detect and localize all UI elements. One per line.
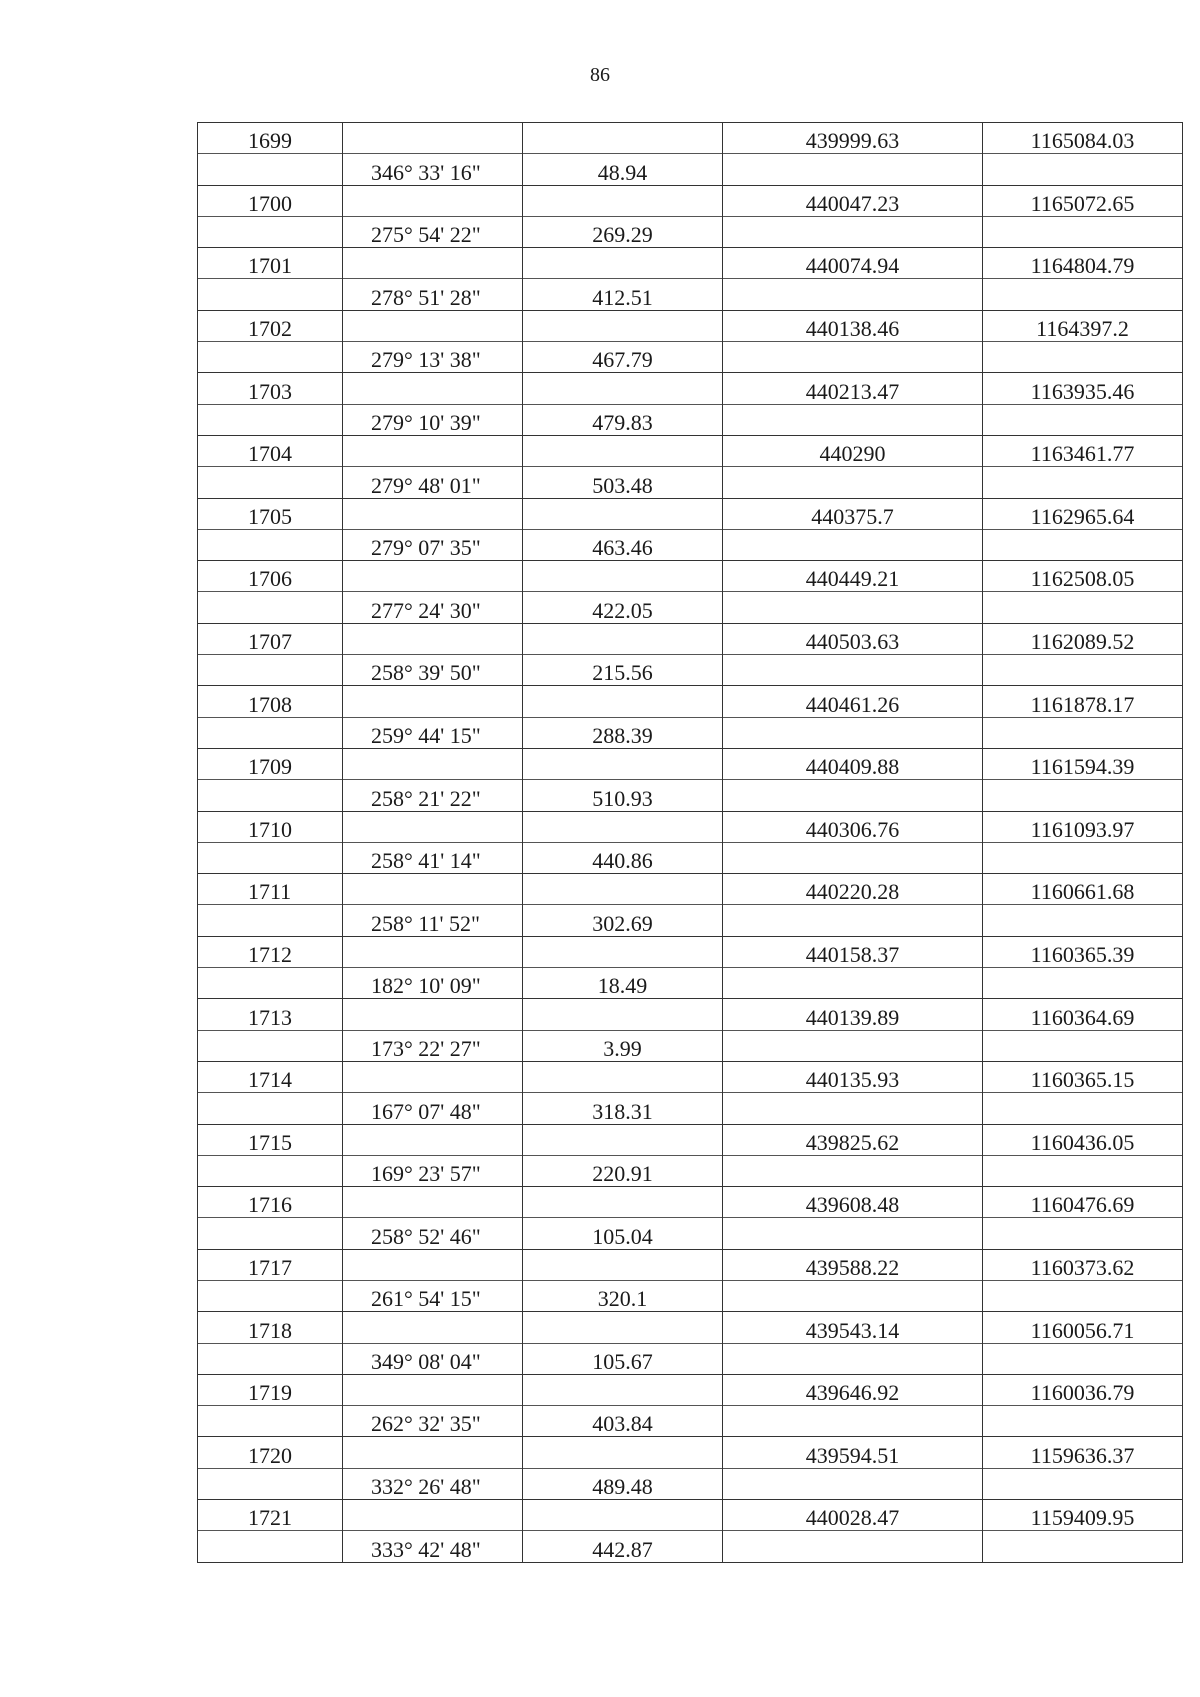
y-coordinate-cell: 1165072.65 bbox=[983, 185, 1183, 216]
empty-distance-cell bbox=[523, 936, 723, 967]
point-id-cell: 1715 bbox=[198, 1124, 343, 1155]
segment-row bbox=[198, 404, 1183, 435]
empty-x-cell bbox=[723, 780, 983, 811]
empty-y-cell bbox=[983, 342, 1183, 373]
distance-cell: 489.48 bbox=[523, 1468, 723, 1499]
point-id-cell: 1720 bbox=[198, 1437, 343, 1468]
empty-bearing-cell bbox=[343, 999, 523, 1030]
empty-distance-cell bbox=[523, 248, 723, 279]
x-coordinate-cell: 440074.94 bbox=[723, 248, 983, 279]
x-coordinate-cell: 439543.14 bbox=[723, 1312, 983, 1343]
x-coordinate-cell: 440047.23 bbox=[723, 185, 983, 216]
x-coordinate-cell: 440220.28 bbox=[723, 874, 983, 905]
bearing-cell: 258° 21' 22" bbox=[343, 780, 523, 811]
point-row bbox=[198, 874, 1183, 905]
bearing-cell: 173° 22' 27" bbox=[343, 1030, 523, 1061]
x-coordinate-cell: 440461.26 bbox=[723, 686, 983, 717]
point-row bbox=[198, 1437, 1183, 1468]
empty-point-cell bbox=[198, 1030, 343, 1061]
empty-bearing-cell bbox=[343, 498, 523, 529]
distance-cell: 3.99 bbox=[523, 1030, 723, 1061]
empty-x-cell bbox=[723, 1406, 983, 1437]
empty-distance-cell bbox=[523, 748, 723, 779]
empty-bearing-cell bbox=[343, 373, 523, 404]
y-coordinate-cell: 1160436.05 bbox=[983, 1124, 1183, 1155]
empty-x-cell bbox=[723, 1531, 983, 1562]
x-coordinate-cell: 440290 bbox=[723, 435, 983, 466]
empty-point-cell bbox=[198, 1280, 343, 1311]
distance-cell: 467.79 bbox=[523, 342, 723, 373]
point-id-cell: 1717 bbox=[198, 1249, 343, 1280]
segment-row bbox=[198, 717, 1183, 748]
segment-row bbox=[198, 154, 1183, 185]
empty-point-cell bbox=[198, 1155, 343, 1186]
empty-bearing-cell bbox=[343, 874, 523, 905]
empty-point-cell bbox=[198, 279, 343, 310]
empty-distance-cell bbox=[523, 874, 723, 905]
empty-point-cell bbox=[198, 1468, 343, 1499]
empty-x-cell bbox=[723, 467, 983, 498]
segment-row bbox=[198, 842, 1183, 873]
segment-row bbox=[198, 905, 1183, 936]
empty-distance-cell bbox=[523, 1437, 723, 1468]
x-coordinate-cell: 440135.93 bbox=[723, 1061, 983, 1092]
distance-cell: 440.86 bbox=[523, 842, 723, 873]
distance-cell: 503.48 bbox=[523, 467, 723, 498]
empty-x-cell bbox=[723, 1093, 983, 1124]
empty-y-cell bbox=[983, 655, 1183, 686]
empty-y-cell bbox=[983, 529, 1183, 560]
coordinates-table bbox=[197, 122, 1183, 1563]
distance-cell: 288.39 bbox=[523, 717, 723, 748]
empty-x-cell bbox=[723, 905, 983, 936]
empty-x-cell bbox=[723, 968, 983, 999]
empty-x-cell bbox=[723, 592, 983, 623]
empty-y-cell bbox=[983, 279, 1183, 310]
bearing-cell: 278° 51' 28" bbox=[343, 279, 523, 310]
empty-x-cell bbox=[723, 1468, 983, 1499]
point-id-cell: 1699 bbox=[198, 123, 343, 154]
bearing-cell: 332° 26' 48" bbox=[343, 1468, 523, 1499]
y-coordinate-cell: 1161594.39 bbox=[983, 748, 1183, 779]
empty-y-cell bbox=[983, 968, 1183, 999]
empty-x-cell bbox=[723, 154, 983, 185]
distance-cell: 320.1 bbox=[523, 1280, 723, 1311]
empty-point-cell bbox=[198, 404, 343, 435]
empty-distance-cell bbox=[523, 310, 723, 341]
empty-x-cell bbox=[723, 1218, 983, 1249]
empty-point-cell bbox=[198, 1406, 343, 1437]
empty-bearing-cell bbox=[343, 936, 523, 967]
empty-point-cell bbox=[198, 842, 343, 873]
empty-bearing-cell bbox=[343, 1124, 523, 1155]
empty-point-cell bbox=[198, 154, 343, 185]
point-id-cell: 1718 bbox=[198, 1312, 343, 1343]
empty-distance-cell bbox=[523, 1187, 723, 1218]
segment-row bbox=[198, 1155, 1183, 1186]
bearing-cell: 279° 13' 38" bbox=[343, 342, 523, 373]
segment-row bbox=[198, 342, 1183, 373]
bearing-cell: 261° 54' 15" bbox=[343, 1280, 523, 1311]
bearing-cell: 333° 42' 48" bbox=[343, 1531, 523, 1562]
empty-y-cell bbox=[983, 1343, 1183, 1374]
segment-row bbox=[198, 1280, 1183, 1311]
empty-distance-cell bbox=[523, 623, 723, 654]
empty-distance-cell bbox=[523, 1249, 723, 1280]
empty-distance-cell bbox=[523, 1312, 723, 1343]
empty-distance-cell bbox=[523, 811, 723, 842]
distance-cell: 215.56 bbox=[523, 655, 723, 686]
segment-row bbox=[198, 1468, 1183, 1499]
point-row bbox=[198, 435, 1183, 466]
point-id-cell: 1711 bbox=[198, 874, 343, 905]
distance-cell: 422.05 bbox=[523, 592, 723, 623]
point-id-cell: 1704 bbox=[198, 435, 343, 466]
x-coordinate-cell: 439608.48 bbox=[723, 1187, 983, 1218]
empty-bearing-cell bbox=[343, 1437, 523, 1468]
x-coordinate-cell: 440139.89 bbox=[723, 999, 983, 1030]
empty-bearing-cell bbox=[343, 811, 523, 842]
empty-bearing-cell bbox=[343, 123, 523, 154]
empty-distance-cell bbox=[523, 498, 723, 529]
empty-x-cell bbox=[723, 1343, 983, 1374]
point-id-cell: 1702 bbox=[198, 310, 343, 341]
distance-cell: 463.46 bbox=[523, 529, 723, 560]
point-id-cell: 1700 bbox=[198, 185, 343, 216]
point-id-cell: 1709 bbox=[198, 748, 343, 779]
point-row bbox=[198, 748, 1183, 779]
y-coordinate-cell: 1159636.37 bbox=[983, 1437, 1183, 1468]
y-coordinate-cell: 1159409.95 bbox=[983, 1500, 1183, 1531]
empty-x-cell bbox=[723, 1280, 983, 1311]
bearing-cell: 349° 08' 04" bbox=[343, 1343, 523, 1374]
point-row bbox=[198, 1061, 1183, 1092]
segment-row bbox=[198, 655, 1183, 686]
point-row bbox=[198, 1312, 1183, 1343]
x-coordinate-cell: 439588.22 bbox=[723, 1249, 983, 1280]
empty-point-cell bbox=[198, 905, 343, 936]
bearing-cell: 279° 10' 39" bbox=[343, 404, 523, 435]
point-row bbox=[198, 123, 1183, 154]
empty-bearing-cell bbox=[343, 248, 523, 279]
y-coordinate-cell: 1160056.71 bbox=[983, 1312, 1183, 1343]
y-coordinate-cell: 1164397.2 bbox=[983, 310, 1183, 341]
empty-y-cell bbox=[983, 1030, 1183, 1061]
y-coordinate-cell: 1162089.52 bbox=[983, 623, 1183, 654]
empty-distance-cell bbox=[523, 999, 723, 1030]
empty-bearing-cell bbox=[343, 1312, 523, 1343]
empty-x-cell bbox=[723, 216, 983, 247]
point-id-cell: 1721 bbox=[198, 1500, 343, 1531]
point-row bbox=[198, 1374, 1183, 1405]
y-coordinate-cell: 1160365.15 bbox=[983, 1061, 1183, 1092]
point-id-cell: 1719 bbox=[198, 1374, 343, 1405]
y-coordinate-cell: 1162508.05 bbox=[983, 561, 1183, 592]
bearing-cell: 262° 32' 35" bbox=[343, 1406, 523, 1437]
empty-distance-cell bbox=[523, 686, 723, 717]
empty-x-cell bbox=[723, 1155, 983, 1186]
point-id-cell: 1716 bbox=[198, 1187, 343, 1218]
empty-y-cell bbox=[983, 1155, 1183, 1186]
empty-bearing-cell bbox=[343, 310, 523, 341]
empty-distance-cell bbox=[523, 185, 723, 216]
empty-y-cell bbox=[983, 1468, 1183, 1499]
empty-y-cell bbox=[983, 404, 1183, 435]
x-coordinate-cell: 440375.7 bbox=[723, 498, 983, 529]
coordinates-table-body bbox=[198, 123, 1183, 1563]
segment-row bbox=[198, 1218, 1183, 1249]
distance-cell: 269.29 bbox=[523, 216, 723, 247]
distance-cell: 403.84 bbox=[523, 1406, 723, 1437]
point-id-cell: 1706 bbox=[198, 561, 343, 592]
empty-y-cell bbox=[983, 154, 1183, 185]
y-coordinate-cell: 1163461.77 bbox=[983, 435, 1183, 466]
point-row bbox=[198, 999, 1183, 1030]
point-id-cell: 1707 bbox=[198, 623, 343, 654]
empty-point-cell bbox=[198, 655, 343, 686]
distance-cell: 510.93 bbox=[523, 780, 723, 811]
x-coordinate-cell: 440158.37 bbox=[723, 936, 983, 967]
segment-row bbox=[198, 279, 1183, 310]
empty-bearing-cell bbox=[343, 435, 523, 466]
y-coordinate-cell: 1160365.39 bbox=[983, 936, 1183, 967]
segment-row bbox=[198, 780, 1183, 811]
empty-x-cell bbox=[723, 842, 983, 873]
point-row bbox=[198, 310, 1183, 341]
y-coordinate-cell: 1163935.46 bbox=[983, 373, 1183, 404]
bearing-cell: 275° 54' 22" bbox=[343, 216, 523, 247]
x-coordinate-cell: 440306.76 bbox=[723, 811, 983, 842]
empty-x-cell bbox=[723, 529, 983, 560]
segment-row bbox=[198, 216, 1183, 247]
y-coordinate-cell: 1164804.79 bbox=[983, 248, 1183, 279]
bearing-cell: 169° 23' 57" bbox=[343, 1155, 523, 1186]
empty-point-cell bbox=[198, 342, 343, 373]
empty-x-cell bbox=[723, 655, 983, 686]
bearing-cell: 277° 24' 30" bbox=[343, 592, 523, 623]
empty-distance-cell bbox=[523, 373, 723, 404]
point-id-cell: 1708 bbox=[198, 686, 343, 717]
distance-cell: 18.49 bbox=[523, 968, 723, 999]
empty-bearing-cell bbox=[343, 1249, 523, 1280]
segment-row bbox=[198, 592, 1183, 623]
distance-cell: 48.94 bbox=[523, 154, 723, 185]
bearing-cell: 259° 44' 15" bbox=[343, 717, 523, 748]
segment-row bbox=[198, 1030, 1183, 1061]
empty-point-cell bbox=[198, 1093, 343, 1124]
empty-point-cell bbox=[198, 1218, 343, 1249]
x-coordinate-cell: 439825.62 bbox=[723, 1124, 983, 1155]
empty-point-cell bbox=[198, 717, 343, 748]
x-coordinate-cell: 439594.51 bbox=[723, 1437, 983, 1468]
empty-distance-cell bbox=[523, 1374, 723, 1405]
bearing-cell: 167° 07' 48" bbox=[343, 1093, 523, 1124]
bearing-cell: 258° 11' 52" bbox=[343, 905, 523, 936]
point-row bbox=[198, 1187, 1183, 1218]
point-id-cell: 1713 bbox=[198, 999, 343, 1030]
point-row bbox=[198, 811, 1183, 842]
empty-bearing-cell bbox=[343, 185, 523, 216]
bearing-cell: 346° 33' 16" bbox=[343, 154, 523, 185]
point-row bbox=[198, 1500, 1183, 1531]
empty-bearing-cell bbox=[343, 748, 523, 779]
point-row bbox=[198, 561, 1183, 592]
empty-point-cell bbox=[198, 1531, 343, 1562]
point-row bbox=[198, 1249, 1183, 1280]
point-id-cell: 1705 bbox=[198, 498, 343, 529]
y-coordinate-cell: 1165084.03 bbox=[983, 123, 1183, 154]
y-coordinate-cell: 1162965.64 bbox=[983, 498, 1183, 529]
distance-cell: 318.31 bbox=[523, 1093, 723, 1124]
segment-row bbox=[198, 1093, 1183, 1124]
empty-x-cell bbox=[723, 1030, 983, 1061]
x-coordinate-cell: 440409.88 bbox=[723, 748, 983, 779]
empty-point-cell bbox=[198, 968, 343, 999]
empty-distance-cell bbox=[523, 561, 723, 592]
x-coordinate-cell: 440028.47 bbox=[723, 1500, 983, 1531]
point-row bbox=[198, 686, 1183, 717]
empty-bearing-cell bbox=[343, 1374, 523, 1405]
x-coordinate-cell: 440503.63 bbox=[723, 623, 983, 654]
point-id-cell: 1710 bbox=[198, 811, 343, 842]
empty-y-cell bbox=[983, 1531, 1183, 1562]
empty-y-cell bbox=[983, 216, 1183, 247]
empty-y-cell bbox=[983, 1280, 1183, 1311]
segment-row bbox=[198, 529, 1183, 560]
distance-cell: 412.51 bbox=[523, 279, 723, 310]
distance-cell: 442.87 bbox=[523, 1531, 723, 1562]
bearing-cell: 258° 41' 14" bbox=[343, 842, 523, 873]
y-coordinate-cell: 1160661.68 bbox=[983, 874, 1183, 905]
empty-point-cell bbox=[198, 592, 343, 623]
empty-bearing-cell bbox=[343, 561, 523, 592]
point-id-cell: 1712 bbox=[198, 936, 343, 967]
x-coordinate-cell: 440138.46 bbox=[723, 310, 983, 341]
distance-cell: 220.91 bbox=[523, 1155, 723, 1186]
y-coordinate-cell: 1160373.62 bbox=[983, 1249, 1183, 1280]
empty-point-cell bbox=[198, 1343, 343, 1374]
empty-x-cell bbox=[723, 717, 983, 748]
empty-point-cell bbox=[198, 780, 343, 811]
empty-y-cell bbox=[983, 1218, 1183, 1249]
empty-y-cell bbox=[983, 842, 1183, 873]
empty-y-cell bbox=[983, 592, 1183, 623]
segment-row bbox=[198, 968, 1183, 999]
point-row bbox=[198, 248, 1183, 279]
empty-y-cell bbox=[983, 905, 1183, 936]
empty-x-cell bbox=[723, 279, 983, 310]
point-id-cell: 1703 bbox=[198, 373, 343, 404]
empty-bearing-cell bbox=[343, 686, 523, 717]
point-row bbox=[198, 185, 1183, 216]
point-row bbox=[198, 936, 1183, 967]
empty-y-cell bbox=[983, 1093, 1183, 1124]
empty-bearing-cell bbox=[343, 1061, 523, 1092]
x-coordinate-cell: 440449.21 bbox=[723, 561, 983, 592]
empty-x-cell bbox=[723, 404, 983, 435]
empty-point-cell bbox=[198, 467, 343, 498]
empty-x-cell bbox=[723, 342, 983, 373]
point-row bbox=[198, 373, 1183, 404]
segment-row bbox=[198, 467, 1183, 498]
page-number: 86 bbox=[590, 64, 610, 86]
distance-cell: 302.69 bbox=[523, 905, 723, 936]
empty-point-cell bbox=[198, 529, 343, 560]
x-coordinate-cell: 439999.63 bbox=[723, 123, 983, 154]
distance-cell: 479.83 bbox=[523, 404, 723, 435]
empty-distance-cell bbox=[523, 1500, 723, 1531]
bearing-cell: 258° 52' 46" bbox=[343, 1218, 523, 1249]
y-coordinate-cell: 1160036.79 bbox=[983, 1374, 1183, 1405]
distance-cell: 105.04 bbox=[523, 1218, 723, 1249]
empty-point-cell bbox=[198, 216, 343, 247]
point-row bbox=[198, 623, 1183, 654]
point-id-cell: 1714 bbox=[198, 1061, 343, 1092]
distance-cell: 105.67 bbox=[523, 1343, 723, 1374]
x-coordinate-cell: 439646.92 bbox=[723, 1374, 983, 1405]
empty-y-cell bbox=[983, 467, 1183, 498]
empty-y-cell bbox=[983, 717, 1183, 748]
x-coordinate-cell: 440213.47 bbox=[723, 373, 983, 404]
empty-y-cell bbox=[983, 780, 1183, 811]
empty-bearing-cell bbox=[343, 1187, 523, 1218]
empty-distance-cell bbox=[523, 1061, 723, 1092]
y-coordinate-cell: 1160476.69 bbox=[983, 1187, 1183, 1218]
segment-row bbox=[198, 1531, 1183, 1562]
empty-y-cell bbox=[983, 1406, 1183, 1437]
segment-row bbox=[198, 1343, 1183, 1374]
bearing-cell: 182° 10' 09" bbox=[343, 968, 523, 999]
y-coordinate-cell: 1161093.97 bbox=[983, 811, 1183, 842]
bearing-cell: 279° 07' 35" bbox=[343, 529, 523, 560]
bearing-cell: 258° 39' 50" bbox=[343, 655, 523, 686]
point-row bbox=[198, 498, 1183, 529]
empty-distance-cell bbox=[523, 1124, 723, 1155]
empty-distance-cell bbox=[523, 435, 723, 466]
y-coordinate-cell: 1160364.69 bbox=[983, 999, 1183, 1030]
empty-bearing-cell bbox=[343, 1500, 523, 1531]
y-coordinate-cell: 1161878.17 bbox=[983, 686, 1183, 717]
point-id-cell: 1701 bbox=[198, 248, 343, 279]
bearing-cell: 279° 48' 01" bbox=[343, 467, 523, 498]
segment-row bbox=[198, 1406, 1183, 1437]
empty-distance-cell bbox=[523, 123, 723, 154]
point-row bbox=[198, 1124, 1183, 1155]
empty-bearing-cell bbox=[343, 623, 523, 654]
